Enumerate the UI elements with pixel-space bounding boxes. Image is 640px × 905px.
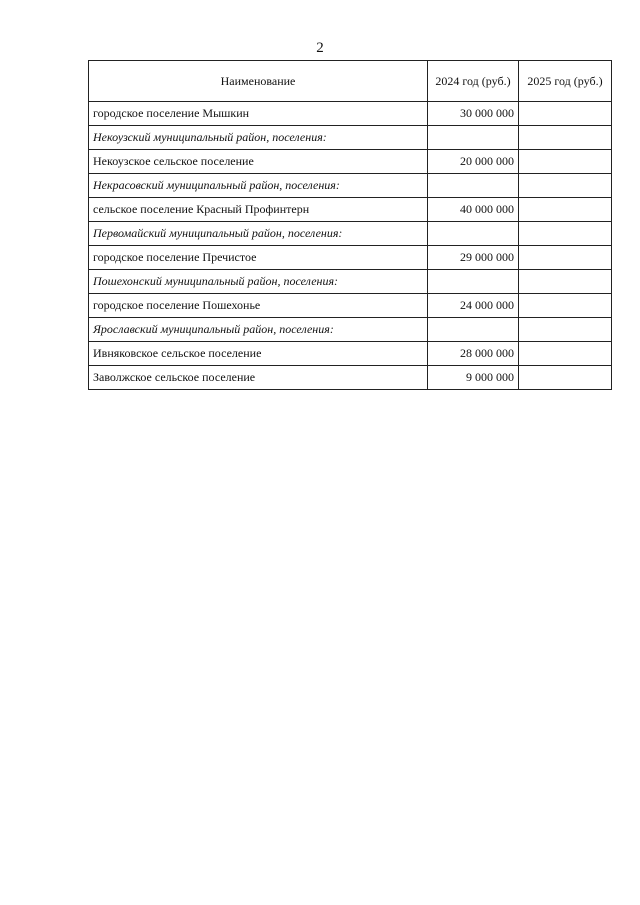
amount-2024-cell: 30 000 000 <box>428 102 519 126</box>
settlement-name-cell: Заволжское сельское поселение <box>89 366 428 390</box>
district-name-cell: Некоузский муниципальный район, поселения: <box>89 126 428 150</box>
amount-2024-cell: 40 000 000 <box>428 198 519 222</box>
header-2025: 2025 год (руб.) <box>519 61 612 102</box>
district-name-cell: Некрасовский муниципальный район, поселения: <box>89 174 428 198</box>
page-number: 2 <box>316 40 324 56</box>
settlement-name-cell: сельское поселение Красный Профинтерн <box>89 198 428 222</box>
amount-2025-cell <box>519 342 612 366</box>
district-name-cell: Пошехонский муниципальный район, поселения: <box>89 270 428 294</box>
table-row <box>89 150 612 174</box>
amount-2024-cell <box>428 318 519 342</box>
amount-2024-cell: 28 000 000 <box>428 342 519 366</box>
district-name-cell: Первомайский муниципальный район, поселения: <box>89 222 428 246</box>
amount-2024-cell: 29 000 000 <box>428 246 519 270</box>
amount-2025-cell <box>519 222 612 246</box>
settlement-name-cell: Ивняковское сельское поселение <box>89 342 428 366</box>
district-name-cell: Ярославский муниципальный район, поселения: <box>89 318 428 342</box>
header-name: Наименование <box>89 61 428 102</box>
district-subheader-row <box>89 174 612 198</box>
amount-2025-cell <box>519 174 612 198</box>
amount-2024-cell: 9 000 000 <box>428 366 519 390</box>
district-subheader-row <box>89 222 612 246</box>
amount-2025-cell <box>519 366 612 390</box>
table-row <box>89 366 612 390</box>
settlement-name-cell: городское поселение Пошехонье <box>89 294 428 318</box>
district-subheader-row <box>89 126 612 150</box>
amount-2025-cell <box>519 150 612 174</box>
table-body <box>89 102 612 390</box>
header-2024: 2024 год (руб.) <box>428 61 519 102</box>
amount-2024-cell <box>428 126 519 150</box>
settlement-name-cell: Некоузское сельское поселение <box>89 150 428 174</box>
amount-2024-cell: 20 000 000 <box>428 150 519 174</box>
amount-2024-cell <box>428 174 519 198</box>
district-subheader-row <box>89 318 612 342</box>
amount-2025-cell <box>519 294 612 318</box>
amount-2025-cell <box>519 270 612 294</box>
table-header-row <box>89 61 612 102</box>
amount-2024-cell <box>428 222 519 246</box>
budget-table <box>88 60 612 390</box>
table-row <box>89 198 612 222</box>
table-row <box>89 294 612 318</box>
amount-2025-cell <box>519 126 612 150</box>
table-row <box>89 246 612 270</box>
amount-2024-cell: 24 000 000 <box>428 294 519 318</box>
district-subheader-row <box>89 270 612 294</box>
amount-2025-cell <box>519 246 612 270</box>
amount-2025-cell <box>519 198 612 222</box>
settlement-name-cell: городское поселение Пречистое <box>89 246 428 270</box>
table-row <box>89 342 612 366</box>
table-row <box>89 102 612 126</box>
amount-2025-cell <box>519 318 612 342</box>
settlement-name-cell: городское поселение Мышкин <box>89 102 428 126</box>
amount-2025-cell <box>519 102 612 126</box>
amount-2024-cell <box>428 270 519 294</box>
